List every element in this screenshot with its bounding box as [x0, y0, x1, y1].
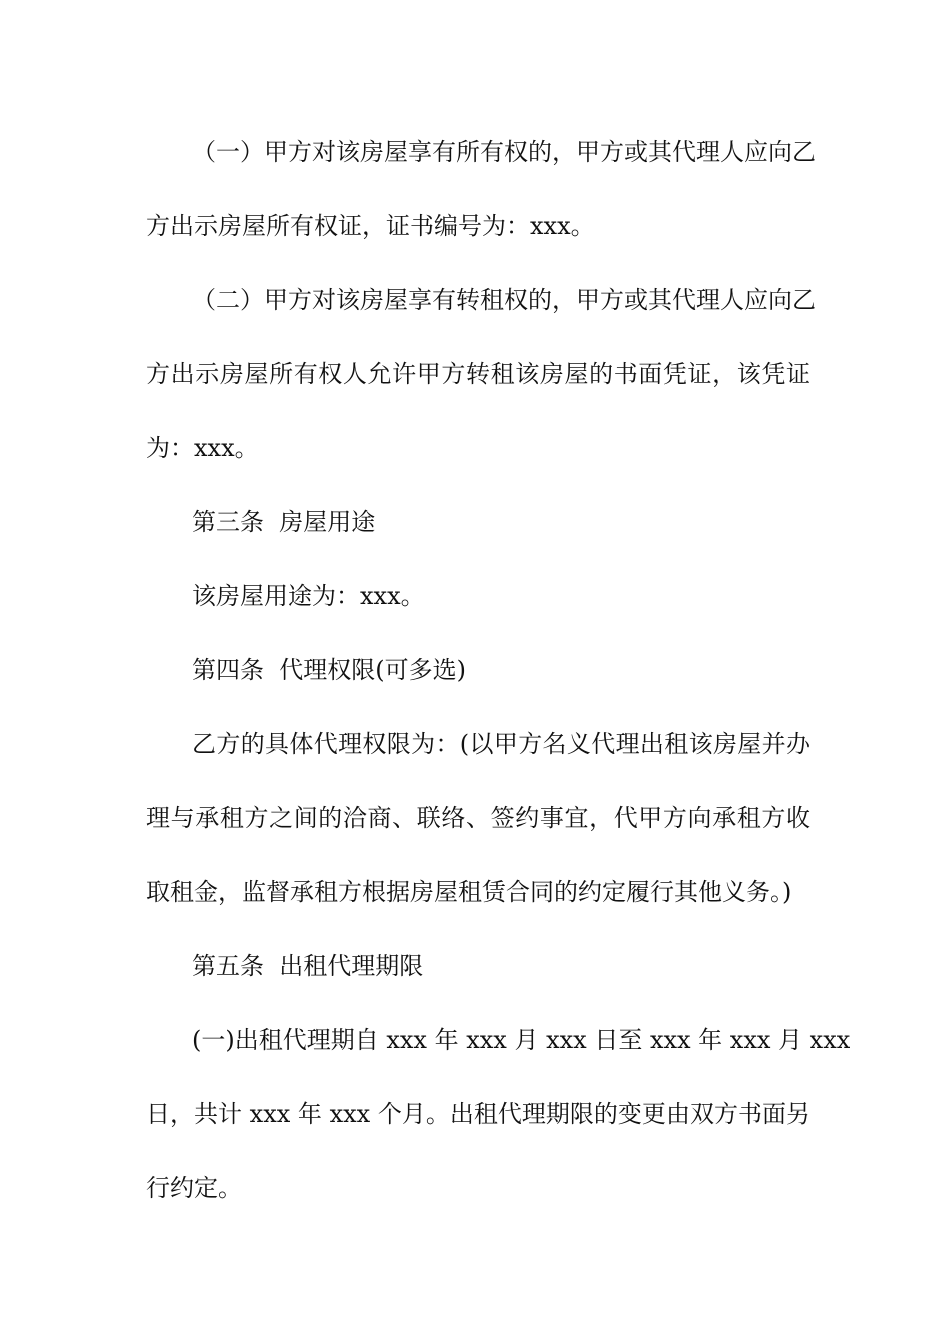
article-5-body-line-2: 日，共计 xxx 年 xxx 个月。出租代理期限的变更由双方书面另	[146, 1100, 810, 1128]
article-5-heading: 第五条 出租代理期限	[192, 952, 424, 980]
article-3-body: 该房屋用途为：xxx。	[192, 582, 425, 610]
article-4-body-line-1: 乙方的具体代理权限为：(以甲方名义代理出租该房屋并办	[192, 730, 810, 758]
article-3-heading: 第三条 房屋用途	[192, 508, 376, 536]
article-4-heading: 第四条 代理权限(可多选)	[192, 656, 466, 684]
paragraph-ownership-line-2: 方出示房屋所有权证，证书编号为：xxx。	[146, 212, 595, 240]
document-body	[146, 115, 851, 1225]
article-4-body-line-3: 取租金，监督承租方根据房屋租赁合同的约定履行其他义务。)	[146, 878, 792, 906]
article-4-body-line-2: 理与承租方之间的洽商、联络、签约事宜，代甲方向承租方收	[146, 804, 810, 832]
paragraph-sublease-line-3: 为：xxx。	[146, 434, 259, 462]
article-5-body-line-1: (一)出租代理期自 xxx 年 xxx 月 xxx 日至 xxx 年 xxx 月 xxx	[192, 1026, 851, 1054]
paragraph-ownership-line-1: （一）甲方对该房屋享有所有权的，甲方或其代理人应向乙	[192, 138, 816, 166]
paragraph-sublease-line-2: 方出示房屋所有权人允许甲方转租该房屋的书面凭证，该凭证	[146, 360, 810, 388]
paragraph-sublease-line-1: （二）甲方对该房屋享有转租权的，甲方或其代理人应向乙	[192, 286, 816, 314]
article-5-body-line-3: 行约定。	[146, 1174, 242, 1202]
